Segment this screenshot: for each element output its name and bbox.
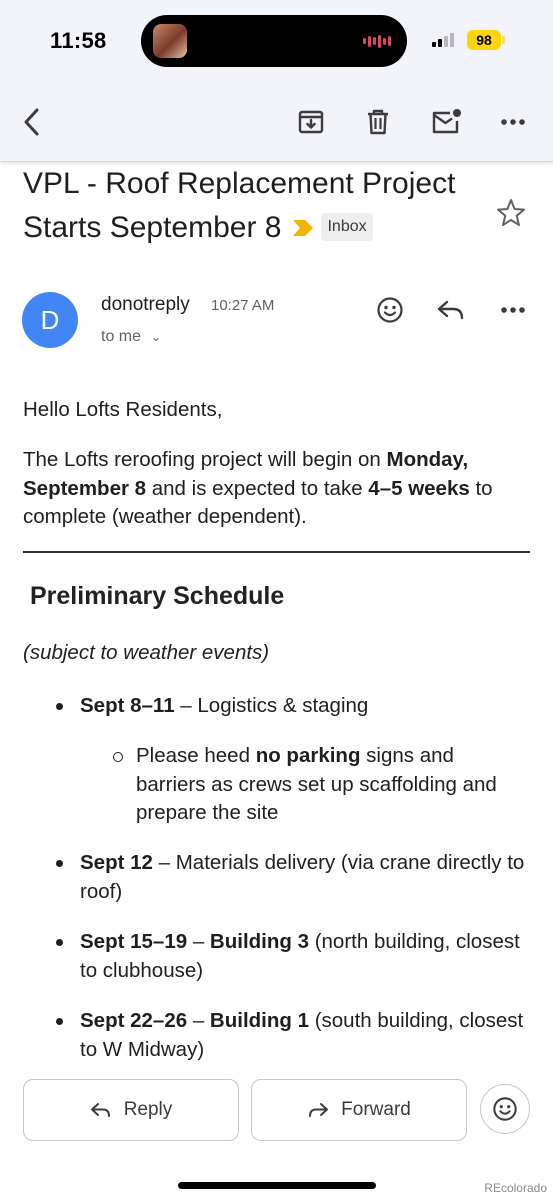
status-time: 11:58 [50, 28, 107, 53]
sender-name[interactable]: donotreply [101, 294, 190, 315]
react-emoji-button[interactable] [480, 1084, 530, 1134]
audio-waveform-icon [363, 34, 391, 48]
weather-note: (subject to weather events) [23, 641, 270, 664]
more-horizontal-icon [500, 118, 526, 126]
schedule-sub-item [136, 742, 526, 828]
recipient-details-toggle[interactable] [101, 328, 161, 346]
archive-button[interactable] [291, 102, 331, 142]
schedule-date: Sept 22–26 [80, 1009, 188, 1032]
no-parking-emphasis: no parking [255, 744, 361, 767]
forward-button[interactable] [251, 1079, 467, 1141]
start-date: Monday, September 8 [23, 448, 469, 500]
sub-item-text-pre: Please heed [136, 744, 256, 767]
more-options-button[interactable] [493, 102, 533, 142]
battery-indicator: 98 [467, 30, 501, 50]
mark-unread-button[interactable] [426, 102, 466, 142]
duration: 4–5 weeks [368, 476, 470, 500]
forward-icon [307, 1101, 329, 1119]
reply-icon [436, 298, 466, 322]
delete-button[interactable] [358, 102, 398, 142]
intro-text-2: and is expected to take [146, 476, 369, 500]
email-toolbar [0, 82, 553, 162]
chevron-left-icon [22, 107, 42, 137]
archive-icon [297, 108, 325, 136]
more-horizontal-icon [500, 306, 526, 314]
importance-marker-icon[interactable] [291, 207, 315, 251]
status-bar [0, 0, 553, 82]
schedule-separator: – [187, 930, 210, 953]
schedule-building: Building 1 [209, 1009, 309, 1032]
reply-button[interactable] [23, 1079, 239, 1141]
reply-icon-button[interactable] [433, 292, 469, 328]
add-reaction-button[interactable] [372, 292, 408, 328]
chevron-down-icon: ⌄ [151, 330, 162, 344]
battery-tip [502, 36, 505, 44]
dynamic-island [141, 15, 407, 67]
smiley-icon [376, 296, 404, 324]
email-subject [23, 162, 483, 251]
section-title: Preliminary Schedule [30, 582, 285, 610]
greeting: Hello Lofts Residents, [23, 398, 223, 421]
recipient-label: to me [101, 328, 142, 345]
schedule-text: – Logistics & staging [174, 694, 369, 717]
forward-label: Forward [341, 1099, 411, 1120]
smiley-icon [492, 1096, 518, 1122]
now-playing-artwork [153, 24, 187, 58]
back-button[interactable] [12, 102, 52, 142]
schedule-text: (north building, closest to clubhouse) [80, 930, 520, 982]
message-more-button[interactable] [495, 292, 531, 328]
sender-avatar[interactable]: D [22, 292, 78, 348]
reply-icon [90, 1101, 112, 1119]
home-indicator[interactable] [178, 1182, 376, 1189]
schedule-date: Sept 15–19 [80, 930, 188, 953]
mail-unread-icon [430, 108, 462, 136]
intro-text-3: to complete (weather dependent). [23, 476, 493, 528]
watermark: REcolorado [484, 1181, 547, 1195]
schedule-separator: – [187, 1009, 210, 1032]
schedule-item [80, 1007, 530, 1064]
schedule-item [80, 692, 530, 721]
subject-text: VPL - Roof Replacement Project Starts September 8 [23, 167, 456, 244]
trash-icon [365, 108, 391, 136]
inbox-label[interactable]: Inbox [321, 213, 372, 241]
sub-item-text-post: signs and barriers as crews set up scaffolding and prepare the site [136, 744, 497, 824]
cellular-signal-icon [432, 33, 454, 47]
schedule-building: Building 3 [209, 930, 309, 953]
star-icon [494, 196, 528, 230]
reply-label: Reply [123, 1099, 173, 1120]
schedule-text: (south building, closest to W Midway) [80, 1009, 524, 1061]
schedule-date: Sept 8–11 [80, 694, 175, 717]
schedule-item [80, 849, 530, 906]
schedule-date: Sept 12 [80, 851, 153, 874]
schedule-item [80, 928, 530, 985]
divider [23, 551, 530, 553]
intro-paragraph [23, 446, 528, 532]
schedule-text: – Materials delivery (via crane directly to roof) [80, 851, 525, 903]
intro-text-1: The Lofts reroofing project will begin on [23, 448, 387, 471]
star-button[interactable] [494, 196, 528, 230]
sent-time: 10:27 AM [211, 297, 275, 314]
